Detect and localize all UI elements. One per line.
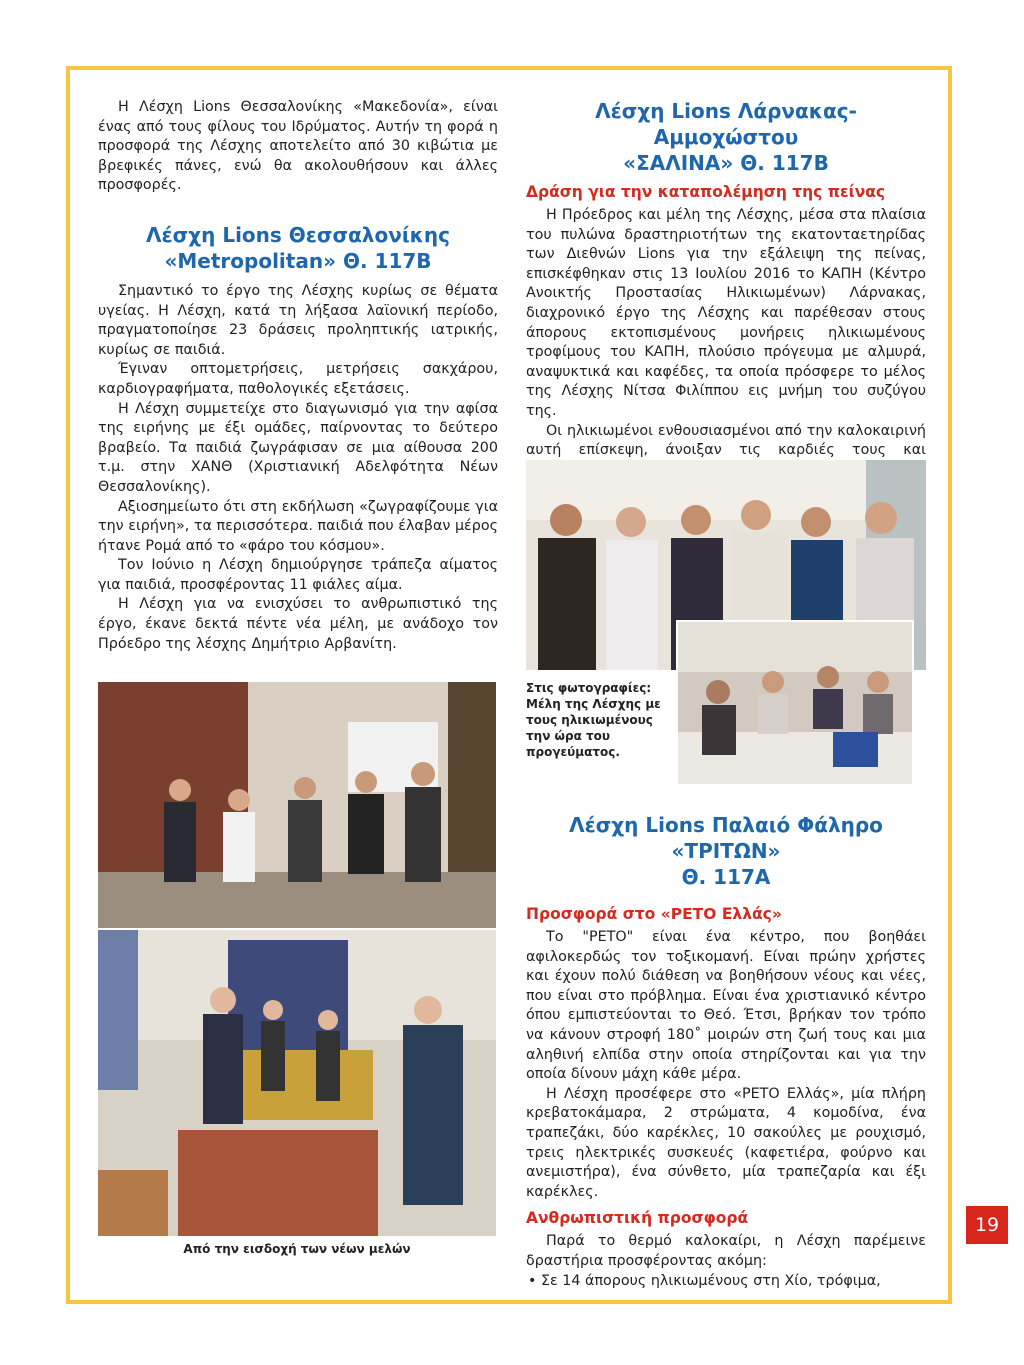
heading-line-1: Λέσχη Lions Λάρνακας-Αμμοχώστου [595,99,857,149]
subheading-peto: Προσφορά στο «PETO Ελλάς» [526,905,782,923]
body-paragraph: Η Λέσχη για να ενισχύσει το ανθρωπιστικό της έργο, έκανε δεκτά πέντε νέα μέλη, με ανάδοχο τον Πρόεδρο της λέσχης Δημήτριο Αρβανίτη. [98,596,498,652]
subheading-hunger: Δράση για την καταπολέμηση της πείνας [526,183,886,201]
body-paragraph: Παρά το θερμό καλοκαίρι, η Λέσχη παρέμεινε δραστήρια προσφέροντας ακόμη: [526,1233,926,1269]
left-column [98,98,498,654]
caption-line: την ώρα του [526,729,610,743]
caption-line: τους ηλικιωμένους [526,713,653,727]
right-column-top [526,98,926,480]
photo-new-members-1 [98,682,496,928]
body-paragraph: Σημαντικό το έργο της Λέσχης κυρίως σε θέματα υγείας. Η Λέσχη, κατά τη λήξασα λαϊονική περίοδο, πραγματοποίησε 23 δράσεις προληπτικής ιατρικής, κυρίως σε παιδιά. [98,282,498,358]
body-paragraph: Οι ηλικιωμένοι ενθουσιασμένοι από την καλοκαιρινή αυτή επίσκεψη, άνοιξαν τις καρδιές τους και [526,422,926,459]
photo-new-members-2 [98,930,496,1236]
page-number: 19 [966,1206,1008,1244]
body-paragraph: Το "PETO" είναι ένα κέντρο, που βοηθάει αφιλοκερδώς τον τοξικομανή. Είναι πρώην χρήστες και έχουν πολύ διάθεση να βοηθήσουν νέους και νέες, που είναι στο πρόβλημα. Είναι ένα χριστιανικό κέντρο όπου εμπιστεύονται το Θεό. Έτσι, βρήκαν τον τρόπο να κάνουν στροφή 180˚ μοιρών στη ζωή τους και μια αληθινή ελπίδα στην οποία στηρίζονται και για την οποία δίνουν μάχη κάθε μέρα. [526,929,926,1083]
photo-salina-breakfast [676,620,914,786]
section-heading-triton [526,812,926,890]
caption-line: προγεύματος. [526,745,620,759]
photo-caption-salina [526,680,666,760]
intro-paragraph: Η Λέσχη Lions Θεσσαλονίκης «Μακεδονία», είναι ένας από τους φίλους του Ιδρύματος. Αυτήν τη φορά η προσφορά της Λέσχης αποτελείτο από 30 κιβώτια με βρεφικές πάνες, ενώ θα ακολουθήσουν και άλλες προσφορές. [98,99,498,194]
body-paragraph: Η Λέσχη συμμετείχε στο διαγωνισμό για την αφίσα της ειρήνης με έξι ομάδες, παίρνοντας το δεύτερο βραβείο. Τα παιδιά ζωγράφισαν σε μια αίθουσα 200 τ.μ. στην ΧΑΝΘ (Χριστιανική Αδελφότητα Νέων Θεσσαλονίκης). [98,400,498,495]
heading-line-1: Λέσχη Lions Θεσσαλονίκης [146,222,450,247]
bullet-item: • Σε 14 άπορους ηλικιωμένους στη Χίο, τρόφιμα, [528,1272,881,1289]
caption-line: Στις φωτογραφίες: [526,681,652,695]
body-paragraph: Αξιοσημείωτο ότι στη εκδήλωση «ζωγραφίζουμε για την ειρήνη», τα περισσότερα. παιδιά που έλαβαν μέρος ήτανε Ρομά από το «φάρο του κόσμου». [98,498,498,554]
body-paragraph: Έγιναν οπτομετρήσεις, μετρήσεις σακχάρου, καρδιογραφήματα, παθολογικές εξετάσεις. [98,361,498,397]
body-paragraph: Η Λέσχη προσέφερε στο «PETO Ελλάς», μία πλήρη κρεβατοκάμαρα, 2 στρώματα, 4 κομοδίνα, ένα τραπεζάκι, δύο καρέκλες, 10 σακούλες με ρουχισμό, τρεις ηλεκτρικές συσκευές (καφετιέρα, φούρνο και ανεμιστήρα), ένα σύνθετο, μία τραπεζαρία και έξι καρέκλες. [526,1085,926,1200]
heading-line-1: Λέσχη Lions Παλαιό Φάληρο «ΤΡΙΤΩΝ» [569,813,883,863]
heading-line-2: «Metropolitan» Θ. 117Β [164,248,432,273]
caption-line: Μέλη της Λέσχης με [526,697,661,711]
section-heading-metropolitan [98,222,498,274]
heading-line-2: Θ. 117Α [681,865,771,889]
photo-caption-new-members: Από την εισδοχή των νέων μελών [183,1242,411,1256]
body-paragraph: Η Πρόεδρος και μέλη της Λέσχης, μέσα στα πλαίσια του πυλώνα δραστηριοτήτων της εκατονταετηρίδας των Διεθνών Lions για την εξάλειψη της πείνας, επισκέφθηκαν στις 13 Ιουλίου 2016 το ΚΑΠΗ (Κέντρο Ανοικτής Προστασίας Ηλικιωμένων) Λάρνακας, διαχρονικό έργο της Λέσχης και παρέθεσαν στους άπορους εκτοπισμένους μονήρεις ηλικιωμένους τροφίμους του ΚΑΠΗ, πλούσιο πρόγευμα με αλμυρά, αναψυκτικά και καφέδες, τα οποία πρόσφερε το μέλος της Λέσχης Νίτσα Φιλίππου εις μνήμη του συζύγου της. [526,207,926,419]
body-paragraph: Τον Ιούνιο η Λέσχη δημιούργησε τράπεζα αίματος για παιδιά, προσφέροντας 11 φιάλες αίμα. [98,557,498,593]
subheading-humanitarian: Ανθρωπιστική προσφορά [526,1209,749,1228]
section-heading-salina [526,98,926,176]
right-column-bottom [526,812,926,1291]
heading-line-2: «ΣΑΛΙΝΑ» Θ. 117Β [623,151,829,175]
